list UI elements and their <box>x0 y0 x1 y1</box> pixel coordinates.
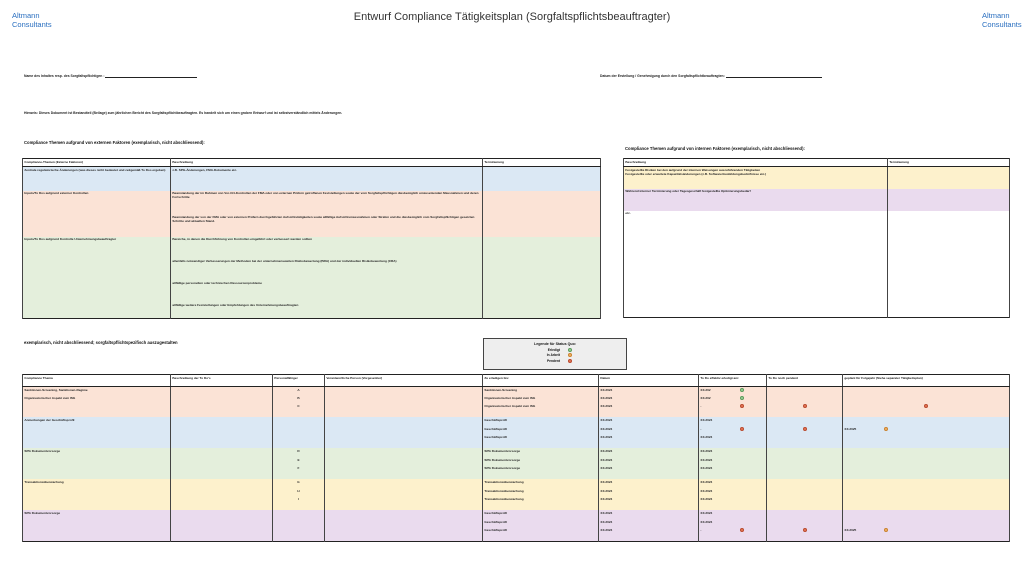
internal-section-title: Compliance Themen aufgrund von internen Faktoren (exemplarisch, nicht abschliessend): <box>625 146 805 151</box>
plan-due-cell: Transaktionsüberwachung <box>483 479 599 488</box>
plan-due-cell: SPG Dokumentvorsorge <box>483 466 599 475</box>
plan-due-cell: Geschäftsprofil <box>483 417 599 426</box>
plan-date-cell: XX.2024 <box>599 395 699 404</box>
plan-staff-cell <box>273 528 325 537</box>
name-input-line[interactable] <box>105 77 197 78</box>
plan-pending-cell <box>767 510 843 519</box>
status-red-icon <box>803 404 807 408</box>
plan-staff-cell: H <box>273 488 325 497</box>
status-red-icon <box>740 404 744 408</box>
status-red-icon <box>568 359 572 363</box>
status-legend <box>483 338 627 370</box>
plan-pending-cell <box>767 457 843 466</box>
plan-staff-cell: F <box>273 466 325 475</box>
logo-right-line2: Consultants <box>982 20 1022 29</box>
status-orange-icon <box>884 427 888 431</box>
plan-staff-cell <box>273 435 325 444</box>
ext-term-cell[interactable] <box>483 191 601 215</box>
plan-responsible-cell[interactable] <box>325 479 483 488</box>
plan-done-cell <box>699 387 767 396</box>
ext-theme-cell: Inputs/To Dos aufgrund externer Kontrollen <box>23 191 171 215</box>
table-row <box>23 435 1010 444</box>
plan-done-value: XX.202 <box>700 395 711 400</box>
plan-date-cell: XX.2024 <box>599 466 699 475</box>
plan-done-value: XX.2024 <box>700 488 713 493</box>
table-row <box>23 259 601 281</box>
ext-theme-cell <box>23 281 171 303</box>
plan-staff-cell <box>273 510 325 519</box>
table-row <box>624 167 1010 189</box>
status-orange-icon <box>568 353 572 357</box>
plan-theme-cell: SPG Dokumentvorsorge <box>23 510 171 519</box>
spacer-cell <box>767 536 843 541</box>
plan-due-cell: Geschäftsprofil <box>483 510 599 519</box>
ext-desc-cell: Beanstandung der von der FMA oder von externen Prüfern durchgeführten Aufsichtstätigkeiten sowie allfällige Aufsichtsmassnahmen oder Strafen und die diesbezüglich vom Sorgfaltspflichtigen gesetzten Schritte und aktuellen Stand. <box>171 215 483 237</box>
ext-desc-cell: Beanstandung der im Rahmen von Vor-Ort-Kontrollen der FMA oder von externen Prüfern getroffenen Feststellungen sowie der vom Sorgfaltspflichtigen diesbezüglich umzusetzenden Massnahmen und deren Fortschritte <box>171 191 483 215</box>
spacer-cell <box>843 536 1010 541</box>
plan-done-cell <box>699 528 767 537</box>
plan-done-value: - <box>700 404 702 409</box>
plan-todo-cell[interactable] <box>171 404 273 413</box>
plan-next-year-cell <box>843 395 1010 404</box>
table-row <box>23 448 1010 457</box>
spacer-cell <box>483 536 599 541</box>
legend-item-in-progress <box>484 353 626 357</box>
plan-header-next-year: geplant für Folgejahr (Siehe separater Tätigkeitsplan) <box>843 375 1010 387</box>
status-red-icon <box>740 528 744 532</box>
plan-next-year-cell <box>843 510 1010 519</box>
ext-desc-cell: Bereiche, in denen die Durchführung von Kontrollen eingeführt oder verbessert werden sollten <box>171 237 483 259</box>
plan-header-pending: To Do noch pendent <box>767 375 843 387</box>
table-row <box>23 479 1010 488</box>
plan-responsible-cell[interactable] <box>325 448 483 457</box>
plan-due-cell: Geschäftsprofil <box>483 528 599 537</box>
ext-theme-cell <box>23 303 171 319</box>
name-label: Name des Inhaltes resp. des Sorgfaltspflichtigen : <box>24 74 105 78</box>
plan-next-year-cell <box>843 497 1010 506</box>
plan-due-cell: Sanktionen-Screening <box>483 387 599 396</box>
plan-staff-cell: C <box>273 404 325 413</box>
plan-due-cell: Organisatorischer Aspekt zum ISG <box>483 395 599 404</box>
plan-theme-cell: Sanktionen-Screening, Sanktionen-Regime <box>23 387 171 396</box>
ext-header-theme: Compliance-Themen (Externe Faktoren) <box>23 159 171 167</box>
plan-date-cell: XX.2024 <box>599 426 699 435</box>
plan-todo-cell[interactable] <box>171 479 273 488</box>
table-row <box>23 237 601 259</box>
plan-next-year-value: XX.2025 <box>844 426 857 431</box>
table-row <box>23 191 601 215</box>
plan-header-responsible: Verantwortliche Person (Vorgesetzter) <box>325 375 483 387</box>
plan-header-due: Zu erledigen bis: <box>483 375 599 387</box>
plan-theme-cell <box>23 404 171 413</box>
plan-pending-cell <box>767 435 843 444</box>
plan-todo-cell[interactable] <box>171 497 273 506</box>
plan-date-cell: XX.2024 <box>599 497 699 506</box>
plan-done-cell <box>699 404 767 413</box>
status-red-icon <box>924 404 928 408</box>
plan-theme-cell <box>23 435 171 444</box>
table-row <box>23 281 601 303</box>
plan-date-cell: XX.2024 <box>599 387 699 396</box>
plan-todo-cell[interactable] <box>171 510 273 519</box>
ext-term-cell[interactable] <box>483 215 601 237</box>
logo-left-line1: Altmann <box>12 11 40 20</box>
table-row <box>23 519 1010 528</box>
external-factors-table <box>22 158 601 319</box>
plan-done-cell <box>699 426 767 435</box>
plan-next-year-cell <box>843 457 1010 466</box>
plan-done-cell <box>699 417 767 426</box>
note-text: Hinweis: Dieses Dokument ist Bestandteil (Beilage) zum jährlichen Bericht des Sorgfaltspflichtbeauftragten. Es handelt sich um einen groben Entwurf und ist selbstverständlich mittels Änderungen. <box>24 111 343 115</box>
plan-theme-cell <box>23 497 171 506</box>
table-row <box>624 211 1010 318</box>
plan-pending-cell <box>767 479 843 488</box>
plan-due-cell: Organisatorischer Aspekt zum ISG <box>483 404 599 413</box>
plan-todo-cell[interactable] <box>171 466 273 475</box>
plan-next-year-value: XX.2025 <box>844 528 857 533</box>
plan-pending-cell <box>767 466 843 475</box>
plan-done-cell <box>699 519 767 528</box>
plan-done-value: XX.2024 <box>700 457 713 462</box>
plan-date-cell: XX.2024 <box>599 435 699 444</box>
plan-todo-cell[interactable] <box>171 417 273 426</box>
plan-responsible-cell[interactable] <box>325 497 483 506</box>
plan-pending-cell <box>767 395 843 404</box>
plan-done-value: XX.2024 <box>700 435 713 440</box>
plan-responsible-cell[interactable] <box>325 395 483 404</box>
plan-done-cell <box>699 435 767 444</box>
plan-next-year-cell <box>843 404 1010 413</box>
plan-date-cell: XX.2024 <box>599 457 699 466</box>
plan-responsible-cell[interactable] <box>325 528 483 537</box>
internal-factors-table <box>623 158 1010 318</box>
table-row <box>23 395 1010 404</box>
plan-next-year-cell <box>843 488 1010 497</box>
int-desc-line: etc. <box>625 211 631 216</box>
status-red-icon <box>740 427 744 431</box>
table-row <box>23 466 1010 475</box>
plan-theme-cell <box>23 528 171 537</box>
plan-pending-cell <box>767 387 843 396</box>
plan-done-value: - <box>700 528 702 533</box>
plan-date-cell: XX.2024 <box>599 519 699 528</box>
plan-theme-cell <box>23 488 171 497</box>
plan-staff-cell: I <box>273 497 325 506</box>
ext-term-cell[interactable] <box>483 281 601 303</box>
ext-desc-cell: z.B. SPG-Änderungen, FMA-Dokumente etc. <box>171 167 483 191</box>
int-desc-line: Festgestellte Risiken bei den aufgrund der internen Weisungen auszuführenden Tätigkeiten <box>625 167 761 172</box>
plan-due-cell: SPG Dokumentvorsorge <box>483 448 599 457</box>
logo-right-line1: Altmann <box>982 11 1010 20</box>
plan-done-value: XX.2024 <box>700 497 713 502</box>
plan-theme-cell: Organisatorischer Aspekt zum ISG <box>23 395 171 404</box>
plan-date-cell: XX.2024 <box>599 528 699 537</box>
plan-todo-cell[interactable] <box>171 457 273 466</box>
plan-done-value: XX.2024 <box>700 418 713 423</box>
int-desc-cell <box>624 189 888 211</box>
spacer-cell <box>273 536 325 541</box>
plan-theme-cell: Anmerkungen der Geschäftsprofil <box>23 417 171 426</box>
plan-pending-cell <box>767 426 843 435</box>
plan-done-value: XX.2024 <box>700 511 713 516</box>
int-desc-cell <box>624 167 888 189</box>
plan-staff-cell: A <box>273 387 325 396</box>
plan-next-year-cell <box>843 417 1010 426</box>
plan-responsible-cell[interactable] <box>325 417 483 426</box>
ext-desc-cell: allfällige personellen oder technischen Ressourcenprobleme <box>171 281 483 303</box>
plan-theme-cell <box>23 466 171 475</box>
status-red-icon <box>803 427 807 431</box>
plan-responsible-cell[interactable] <box>325 466 483 475</box>
plan-pending-cell <box>767 448 843 457</box>
plan-responsible-cell[interactable] <box>325 426 483 435</box>
plan-done-value: XX.202 <box>700 387 711 392</box>
plan-staff-cell: E <box>273 457 325 466</box>
table-row <box>23 528 1010 537</box>
table-row <box>23 404 1010 413</box>
plan-header-todo: Beschreibung der To Do's <box>171 375 273 387</box>
plan-staff-cell: G <box>273 479 325 488</box>
plan-todo-cell[interactable] <box>171 387 273 396</box>
plan-next-year-cell <box>843 528 1010 537</box>
logo-right <box>982 11 1022 29</box>
plan-done-cell <box>699 510 767 519</box>
plan-done-value: - <box>700 426 702 431</box>
table-row <box>23 215 601 237</box>
plan-due-cell: Geschäftsprofil <box>483 519 599 528</box>
plan-theme-cell <box>23 426 171 435</box>
plan-responsible-cell[interactable] <box>325 404 483 413</box>
plan-header-date: Datum <box>599 375 699 387</box>
table-row <box>23 488 1010 497</box>
plan-next-year-cell <box>843 387 1010 396</box>
table-row <box>23 510 1010 519</box>
ext-term-cell[interactable] <box>483 237 601 259</box>
legend-label-done: Erledigt <box>547 347 560 352</box>
plan-date-cell: XX.2024 <box>599 510 699 519</box>
ext-desc-cell: allfällige weitere Feststellungen oder Empfehlungen des Unternehmungsbeauftragten <box>171 303 483 319</box>
ext-theme-cell: Inputs/To Dos aufgrund Kontrolle Unternehmungsbeauftragter <box>23 237 171 259</box>
spacer-cell <box>23 536 171 541</box>
date-input-line[interactable] <box>726 77 822 78</box>
plan-done-cell <box>699 497 767 506</box>
plan-responsible-cell[interactable] <box>325 519 483 528</box>
plan-responsible-cell[interactable] <box>325 457 483 466</box>
plan-date-cell: XX.2024 <box>599 404 699 413</box>
table-row <box>23 497 1010 506</box>
page-title: Entwurf Compliance Tätigkeitsplan (Sorgfaltspflichtsbeauftragter) <box>353 11 671 23</box>
status-red-icon <box>803 528 807 532</box>
int-desc-cell <box>624 211 888 318</box>
status-orange-icon <box>884 528 888 532</box>
spacer-cell <box>699 536 767 541</box>
plan-date-cell: XX.2024 <box>599 488 699 497</box>
table-row <box>624 189 1010 211</box>
plan-todo-cell[interactable] <box>171 395 273 404</box>
table-row <box>23 417 1010 426</box>
int-term-cell[interactable] <box>888 167 1010 189</box>
plan-next-year-cell <box>843 479 1010 488</box>
plan-responsible-cell[interactable] <box>325 488 483 497</box>
table-row <box>23 387 1010 396</box>
legend-label-pending: Pendent <box>546 358 560 363</box>
plan-staff-cell: B <box>273 395 325 404</box>
plan-staff-cell: D <box>273 448 325 457</box>
spacer-cell <box>171 536 273 541</box>
plan-done-cell <box>699 448 767 457</box>
external-section-title: Compliance Themen aufgrund von externen Faktoren (exemplarisch, nicht abschliessend): <box>24 140 205 145</box>
plan-due-cell: Geschäftsprofil <box>483 426 599 435</box>
plan-done-cell <box>699 466 767 475</box>
plan-done-cell <box>699 488 767 497</box>
plan-date-cell: XX.2024 <box>599 417 699 426</box>
status-green-icon <box>740 388 744 392</box>
plan-staff-cell <box>273 426 325 435</box>
plan-date-cell: XX.2024 <box>599 448 699 457</box>
plan-date-cell: XX.2024 <box>599 479 699 488</box>
legend-title: Legende für Status Quo: <box>534 342 576 346</box>
ext-desc-cell: allenfalls notwendiger Verbesserungen der Methoden bei der unternehmensweiten Risikobewertung (BRA) und der individuellen Risikobewertung (CRA) <box>171 259 483 281</box>
plan-pending-cell <box>767 488 843 497</box>
plan-todo-cell[interactable] <box>171 435 273 444</box>
plan-header-done: To Do effektiv erledigt am: <box>699 375 767 387</box>
plan-pending-cell <box>767 417 843 426</box>
int-desc-line: Festgestellte oder erwartete Kapazitätsänderungen (z.B. Software/Ausbildungsbedürfnisse etc.) <box>625 171 767 176</box>
plan-done-cell <box>699 395 767 404</box>
status-green-icon <box>568 348 572 352</box>
plan-next-year-cell <box>843 448 1010 457</box>
ext-term-cell[interactable] <box>483 167 601 191</box>
ext-header-desc: Beschreibung <box>171 159 483 167</box>
ext-term-cell[interactable] <box>483 303 601 319</box>
plan-next-year-cell <box>843 466 1010 475</box>
int-desc-line: Während interner Terminierung oder Tagesgeschäft festgestellte Optimierungsbedarf <box>625 189 751 194</box>
plan-todo-cell[interactable] <box>171 519 273 528</box>
spacer-cell <box>599 536 699 541</box>
status-green-icon <box>740 396 744 400</box>
table-row-spacer <box>23 536 1010 541</box>
plan-due-cell: Geschäftsprofil <box>483 435 599 444</box>
plan-responsible-cell[interactable] <box>325 387 483 396</box>
plan-next-year-cell <box>843 519 1010 528</box>
ext-theme-cell <box>23 259 171 281</box>
date-field <box>600 74 822 78</box>
plan-done-cell <box>699 457 767 466</box>
ext-theme-cell <box>23 215 171 237</box>
plan-done-value: XX.2024 <box>700 480 713 485</box>
name-field <box>24 74 197 78</box>
ext-header-term: Terminierung <box>483 159 601 167</box>
plan-next-year-cell <box>843 435 1010 444</box>
plan-theme-cell: SPG Dokumentvorsorge <box>23 448 171 457</box>
plan-section-title: exemplarisch, nicht abschliessend; sorgfaltspflichtspezifisch auszugestalten <box>24 340 178 345</box>
plan-done-value: XX.2024 <box>700 466 713 471</box>
ext-theme-cell: Zentrale regulatorische Änderungen (was dieses nicht bedeutet und zeitgemäß To Dos ergeben) <box>23 167 171 191</box>
plan-header-staff: Personalfähiger <box>273 375 325 387</box>
activity-plan-table <box>22 374 1010 542</box>
logo-left-line2: Consultants <box>12 20 52 29</box>
legend-item-done <box>484 348 626 352</box>
int-term-cell[interactable] <box>888 211 1010 318</box>
table-row <box>23 426 1010 435</box>
plan-pending-cell <box>767 519 843 528</box>
table-row <box>23 303 601 319</box>
plan-done-value: XX.2024 <box>700 449 713 454</box>
int-header-desc: Beschreibung <box>624 159 888 167</box>
plan-staff-cell <box>273 417 325 426</box>
int-header-term: Terminierung <box>888 159 1010 167</box>
plan-due-cell: Transaktionsüberwachung <box>483 488 599 497</box>
plan-responsible-cell[interactable] <box>325 435 483 444</box>
plan-done-cell <box>699 479 767 488</box>
plan-due-cell: SPG Dokumentvorsorge <box>483 457 599 466</box>
plan-header-theme: Compliance Thema <box>23 375 171 387</box>
plan-todo-cell[interactable] <box>171 528 273 537</box>
legend-label-in-progress: In Arbeit <box>546 353 560 358</box>
plan-due-cell: Transaktionsüberwachung <box>483 497 599 506</box>
ext-term-cell[interactable] <box>483 259 601 281</box>
table-row <box>23 457 1010 466</box>
plan-theme-cell: Transaktionsüberwachung <box>23 479 171 488</box>
int-term-cell[interactable] <box>888 189 1010 211</box>
table-row <box>23 167 601 191</box>
spacer-cell <box>325 536 483 541</box>
plan-pending-cell <box>767 497 843 506</box>
plan-staff-cell <box>273 519 325 528</box>
plan-todo-cell[interactable] <box>171 488 273 497</box>
plan-todo-cell[interactable] <box>171 448 273 457</box>
plan-todo-cell[interactable] <box>171 426 273 435</box>
plan-next-year-cell <box>843 426 1010 435</box>
legend-item-pending <box>484 359 626 363</box>
plan-theme-cell <box>23 519 171 528</box>
plan-responsible-cell[interactable] <box>325 510 483 519</box>
plan-pending-cell <box>767 528 843 537</box>
plan-theme-cell <box>23 457 171 466</box>
date-label: Datum der Erstellung / Genehmigung durch den Sorgfaltspflichtbeauftragten: <box>600 74 725 78</box>
plan-pending-cell <box>767 404 843 413</box>
plan-done-value: XX.2024 <box>700 519 713 524</box>
